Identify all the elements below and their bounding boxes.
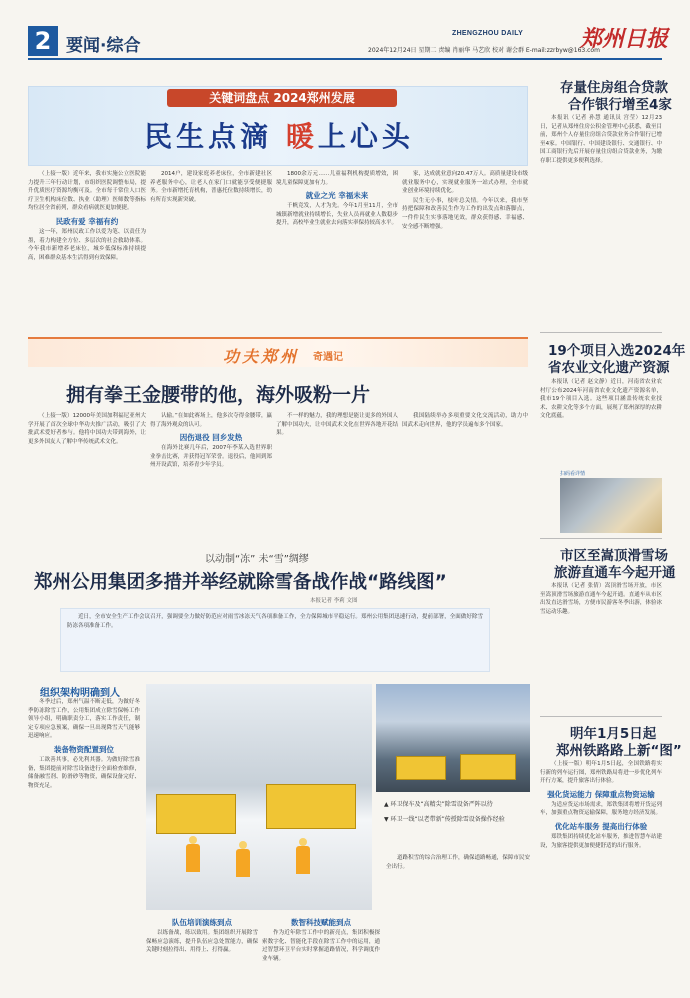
right-a4-sub2: 优化站车服务 提高出行体验 — [554, 821, 648, 831]
article3-kicker: 以动制“冻” 未“雪”绸缪 — [205, 554, 309, 565]
right-a2-body-text: 本报讯（记者 赵文静）近日，河南省农业农村厅公布2024年河南省农业文化遗产资源名单，我市19个项目入选。这些项目涵盖传统农业技术、农耕文化等多个方面，展现了郑州深厚的农耕文化底蕴。 — [540, 379, 662, 420]
gongfu-banner — [28, 337, 528, 367]
snow-depot-photo — [376, 684, 530, 792]
article3-col4 — [386, 854, 530, 988]
right-a4-body3-text: 郑铁集团持续优化站车服务，推进智慧车站建设，为旅客提供更加便捷舒适的出行服务。 — [540, 833, 662, 849]
article3-sub1: 组织架构明确到人 — [40, 688, 120, 699]
article1-col1-text: （上接一版）近年来，我市实施公立医院能力提升三年行动计划，市组织医院调整布局，提升优质医疗资源均衡可及。全市每千常住人口医疗卫生机构床位数、执业（助理）医师数等指标均位居全省前列，群众看病就医更加便捷。 — [28, 171, 146, 212]
article1-col3b-text: 千帆竞发，人才为先。今年1月至11月，全市城镇新增就业持续增长，失业人员再就业人数稳步提升，高校毕业生就业去向落实率保持较高水平。 — [276, 203, 398, 227]
article2-subhead: 因伤退役 回乡发热 — [179, 433, 243, 443]
worker-figure-2 — [236, 849, 250, 877]
article3-col2-text: 以练备战，练以致用。集团组织开展除雪保畅应急演练，提升队伍应急处置能力，确保关键时刻拉得出、用得上、打得赢。 — [146, 930, 258, 954]
article2-headline: 拥有拳王金腰带的他，海外吸粉一片 — [66, 384, 371, 406]
article2-col3 — [276, 412, 398, 542]
right-a3-body — [540, 582, 662, 712]
header-meta: 2024年12月24日 星期二 责编 肖丽华 马艺欣 校对 谢会群 E-mail:zzrbyw@163.com — [368, 47, 600, 54]
article1-col1 — [28, 170, 146, 330]
article3-intro — [60, 608, 490, 672]
banner-title-b: 暖 — [285, 120, 318, 153]
banner-title — [29, 115, 528, 155]
right-a4-body2-text: 为适应货运市场需求，郑铁集团将增开货运列车，加强重点物资运输保障，服务地方经济发展。 — [540, 801, 662, 817]
article3-sub2: 装备物资配置到位 — [54, 744, 114, 754]
right-a1-body-text: 本报讯（记者 孙慧 通讯员 宫莹）12月23日，记者从郑州住房公积金管理中心获悉，截至目前，郑州个人存量住房组合贷款业务合作银行已增至4家。中国银行、中国建设银行、交通银行、中国工商银行先后开展存量住房组合贷款业务，为缴存职工提供更多便利选择。 — [540, 115, 662, 164]
article3-col3-text: 作为近年除雪工作中的新亮点，集团积极探索数字化、智能化手段在除雪工作中的运用，通过智慧环卫平台实时掌握道路情况，科学调度作业车辆。 — [262, 930, 380, 962]
right-divider-3 — [540, 716, 662, 717]
article2-col2b-text: 在海外比赛几年后，2007年李某入选世界职业拳击比赛，并获得冠军荣誉。退役后，他回到郑州开设武馆，培养青少年学员。 — [150, 445, 272, 469]
right-a3-body-text: 本报讯（记者 张倩）嵩顶滑雪场开放，市区至嵩顶滑雪场旅游直通车今起开通。直通车从市区出发直达滑雪场，方便市民游客冬季出游，体验冰雪运动乐趣。 — [540, 583, 662, 615]
paper-logo: 郑州日报 — [580, 26, 669, 52]
right-a2-body — [540, 378, 662, 468]
right-a4-body — [540, 760, 662, 988]
article1-subhead1: 民政有爱 幸福有约 — [55, 216, 119, 226]
article1-col2-text: 2014户，建设家庭养老床位，全市新建社区养老服务中心，让老人在家门口就能享受便捷服务。全市新增托育机构，普惠托位数持续增长，幼有所育实现新突破。 — [150, 171, 272, 203]
article1-col4-text: 家，达成就业意向20.47万人。高质量建设市级就业服务中心，实现就业服务一站式办理，全市就业创业环境持续优化。 — [402, 171, 528, 195]
article3-col2 — [146, 914, 258, 988]
header-rule — [28, 58, 662, 60]
snow-truck-shape-2 — [266, 784, 356, 829]
article2-col3-text: 不一样的魅力，我的理想是能让更多的外国人了解中国功夫，让中国武术文化在世界各地开花结果。 — [276, 413, 398, 437]
right-a4-sub1: 强化货运能力 保障重点物资运输 — [547, 789, 655, 799]
gongfu-logo: 功夫郑州 — [223, 347, 300, 366]
article2-col4-text: 我国陆续举办多项重要文化交流活动，助力中国武术走向世界，他的学员遍布多个国家。 — [402, 413, 528, 428]
paper-english-name: ZHENGZHOU DAILY — [452, 30, 524, 37]
right-a3-title2: 旅游直通车今起开通 — [554, 565, 676, 581]
heritage-photo — [560, 478, 662, 533]
photo-caption-1: ▲ 环卫保车及“高精尖”除雪设备严阵以待 — [384, 801, 493, 808]
snow-equipment-photo — [146, 684, 372, 910]
article3-col4-text: 道路积雪的综合治理工作，确保道路畅通，保障市民安全出行。 — [386, 855, 530, 870]
article1-col3-text: 1800余万元……儿童福利机构提质增效，困境儿童保障更加有力。 — [276, 171, 398, 186]
article3-col1b-text: 工欲善其事，必先利其器。为做好除雪准备，集团提前对除雪设备进行全面检查维修，储备融雪剂、防滑砂等物资，确保设备完好、物资充足。 — [28, 756, 140, 789]
gongfu-tag: 奇遇记 — [313, 352, 343, 363]
right-divider-2 — [540, 538, 662, 539]
article1-col3 — [276, 170, 398, 330]
photo-captions — [380, 798, 530, 826]
right-a4-title1: 明年1月5日起 — [570, 726, 657, 742]
banner-title-a: 民生点滴 — [144, 120, 273, 153]
article3-col1 — [28, 698, 140, 988]
right-a2-photo-caption: 扫码看详情 — [560, 471, 586, 477]
snow-truck-shape — [156, 794, 236, 834]
right-a4-body-text: （上接一版）明年1月5日起，全国铁路将实行新的列车运行图，郑州铁路局将进一步优化列车开行方案，提升旅客出行体验。 — [540, 761, 662, 785]
article1-col4 — [402, 170, 528, 330]
article3-sub4: 数智科技赋能到点 — [291, 918, 351, 927]
article1-col2 — [150, 170, 272, 330]
page-number: 2 — [28, 26, 58, 56]
feature-banner — [28, 86, 528, 166]
article2-col2 — [150, 412, 272, 542]
right-a1-title2: 合作银行增至4家 — [568, 97, 672, 113]
article2-col1-text: （上接一版）12000年美国加利福尼亚州大学开展了首次全球中华功夫推广活动，吸引了大批武术爱好者参与。他将中国功夫带到海外，让更多外国友人了解中华传统武术文化。 — [28, 413, 146, 445]
photo-caption-2: ▼ 环卫一线“以老带新”传授除雪设备操作经验 — [384, 816, 505, 823]
article3-intro-text: 近日，全市安全生产工作会议召开，强调要全力做好防范应对雨雪冰冻天气各项准备工作，全力保障城市平稳运行。郑州公用集团迅速行动，提前部署，全面做好除雪防冻各项准备工作。 — [67, 614, 483, 629]
right-divider — [540, 332, 662, 333]
right-a4-title2: 郑州铁路路上新“图” — [556, 743, 682, 759]
right-a1-title1: 存量住房组合贷款 — [560, 80, 668, 96]
right-a2-title2: 省农业文化遗产资源 — [548, 360, 670, 376]
right-a2-title1: 19个项目入选2024年 — [548, 343, 686, 359]
banner-keyword: 关键词盘点 2024郑州发展 — [167, 89, 397, 107]
depot-truck-shape — [396, 756, 446, 780]
right-a3-title1: 市区至嵩顶滑雪场 — [560, 548, 668, 564]
article2-col2-text: 认输。”在如此赛场上，他多次夺得金腰带，赢得了海外观众的认可。 — [150, 413, 272, 428]
section-name: 要闻·综合 — [66, 36, 141, 56]
article3-col3 — [262, 914, 380, 988]
article3-headline: 郑州公用集团多措并举经就除雪备战作战“路线图” — [34, 572, 447, 593]
article1-col4b-text: 民生无小事，枝叶总关情。今年以来，我市坚持把保障和改善民生作为工作的出发点和落脚点，一件件民生实事落地见效，群众获得感、幸福感、安全感不断增强。 — [402, 197, 528, 230]
right-a1-body — [540, 114, 662, 328]
masthead — [0, 0, 690, 64]
banner-title-c: 上心头 — [317, 120, 414, 153]
article3-sub3: 队伍培训演练到点 — [172, 918, 232, 927]
article3-col1-text: 冬季过后，郑州气温不断走低，为做好冬季防冻除雪工作，公用集团成立除雪保畅工作领导小组，明确职责分工，落实工作责任，制定专项应急预案，确保一旦出现降雪天气能够迅速响应。 — [28, 699, 140, 740]
article3-byline: 本报记者 李莉 文图 — [310, 598, 358, 604]
depot-truck-shape-2 — [460, 754, 516, 780]
article1-subhead2: 就业之光 幸福未来 — [305, 191, 369, 201]
worker-figure — [186, 844, 200, 872]
article2-col1 — [28, 412, 146, 542]
article2-col4 — [402, 412, 528, 542]
worker-figure-3 — [296, 846, 310, 874]
article1-col1b-text: 这一年，郑州民政工作以爱为笔、以责任为墨，着力构建全方位、多层次的社会救助体系。今年我市新增养老床位，城乡低保标准持续提高，困难群众基本生活得到有效保障。 — [28, 228, 146, 261]
